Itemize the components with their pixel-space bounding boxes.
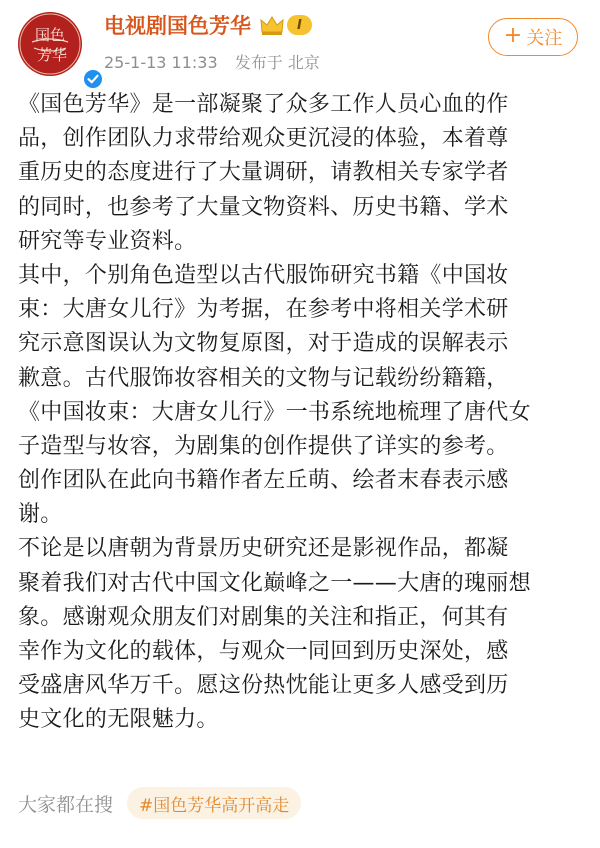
plus-icon: +: [503, 23, 523, 48]
post-line: 《国色芳华》是一部凝聚了众多工作人员心血的作: [18, 92, 509, 117]
post-line: 品，创作团队力求带给观众更沉浸的体验，本着尊: [18, 126, 509, 152]
follow-button[interactable]: [488, 18, 578, 56]
post-location: 发布于 北京: [234, 53, 320, 72]
avatar-logo-icon: [18, 12, 82, 76]
account-name[interactable]: 电视剧国色芳华: [104, 14, 251, 38]
post-line: 究示意图误认为文物复原图，对于造成的误解表示: [18, 331, 509, 357]
verified-icon: [82, 68, 104, 90]
post-line: 歉意。古代服饰妆容相关的文物与记载纷纷籍籍，: [18, 365, 509, 391]
avatar[interactable]: [18, 12, 82, 76]
post-header: [0, 0, 600, 90]
post-date: 25-1-13 11:33: [104, 53, 218, 72]
trending-footer: [18, 786, 301, 820]
avatar-text-bottom: 芳华: [36, 46, 68, 64]
post-line: 象。感谢观众朋友们对剧集的关注和指正，何其有: [18, 604, 509, 630]
post-line: 束：大唐女儿行》为考据，在参考中将相关学术研: [18, 297, 509, 323]
post-line: 《中国妆束：大唐女儿行》一书系统地梳理了唐代女: [18, 399, 531, 425]
name-row: [104, 8, 312, 42]
trending-label: 大家都在搜: [18, 793, 114, 816]
post-line: 的同时，也参考了大量文物资料、历史书籍、学术: [18, 194, 509, 220]
post-line: 重历史的态度进行了大量调研，请教相关专家学者: [18, 160, 509, 186]
avatar-text-top: 国色: [34, 26, 66, 44]
level-badge: I: [287, 15, 312, 35]
post-content: [18, 88, 588, 738]
crown-icon: [259, 14, 285, 36]
post-line: 聚着我们对古代中国文化巅峰之一——大唐的瑰丽想: [18, 570, 531, 596]
post-line: 子造型与妆容，为剧集的创作提供了详实的参考。: [18, 433, 509, 459]
post-line: 幸作为文化的载体，与观众一同回到历史深处，感: [18, 639, 509, 664]
post-line: 受盛唐风华万千。愿这份热忱能让更多人感受到历: [18, 673, 509, 699]
post-line: 创作团队在此向书籍作者左丘萌、绘者末春表示感: [18, 468, 509, 494]
post-line: 研究等专业资料。: [18, 228, 197, 254]
post-line: 史文化的无限魅力。: [18, 707, 219, 733]
follow-label: 关注: [526, 28, 563, 49]
post-line: 不论是以唐朝为背景历史研究还是影视作品，都凝: [18, 536, 509, 562]
post-line: 其中，个别角色造型以古代服饰研究书籍《中国妆: [18, 262, 509, 288]
hashtag-chip[interactable]: #国色芳华高开高走: [127, 787, 301, 819]
post-line: 谢。: [18, 502, 63, 528]
post-meta: [104, 50, 332, 73]
